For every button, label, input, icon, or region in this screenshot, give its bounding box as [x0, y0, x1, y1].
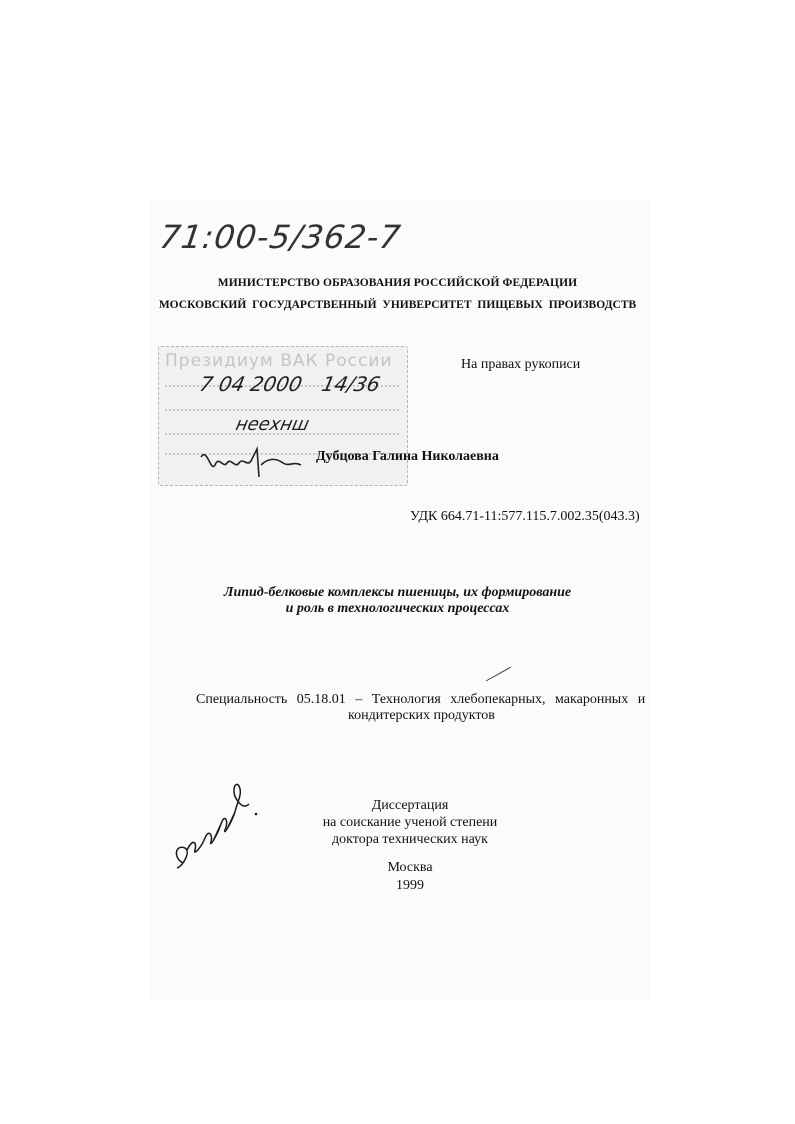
dissertation-line-2: на соискание ученой степени [322, 815, 498, 830]
author-signature-icon [165, 778, 270, 873]
pen-mark-icon [484, 664, 514, 684]
specialty-line-1: Специальность 05.18.01 – Технология хлебопекарных, макаронных и [196, 692, 646, 707]
city: Москва [387, 860, 433, 875]
stamp-header: Президиум ВАК России [165, 351, 393, 371]
dissertation-line-3: доктора технических наук [332, 832, 488, 847]
year: 1999 [396, 878, 424, 893]
stamp-note: неехнш [233, 414, 312, 435]
udk-code: УДК 664.71-11:577.115.7.002.35(043.3) [410, 509, 640, 524]
manuscript-rights: На правах рукописи [461, 357, 581, 372]
title-line-2: и роль в технологических процессах [285, 601, 510, 616]
dissertation-title [0, 585, 795, 617]
title-line-1: Липид-белковые комплексы пшеницы, их формирование [223, 585, 572, 600]
stamp-number: 14/36 [319, 372, 383, 396]
stamp-date-value: 7 04 2000 [197, 372, 305, 396]
stamp-divider [165, 409, 399, 412]
stamp-date [197, 372, 382, 396]
dissertation-line-1: Диссертация [371, 798, 449, 813]
archive-number: 71:00-5/362-7 [157, 218, 404, 256]
dissertation-info [300, 797, 520, 848]
university-heading: МОСКОВСКИЙ ГОСУДАРСТВЕННЫЙ УНИВЕРСИТЕТ ПИЩЕВЫХ ПРОИЗВОДСТВ [158, 299, 637, 311]
author-name: Дубцова Галина Николаевна [316, 449, 499, 464]
specialty-line-2: кондитерских продуктов [348, 708, 495, 723]
stamp-signature-icon [197, 443, 307, 483]
ministry-heading: МИНИСТЕРСТВО ОБРАЗОВАНИЯ РОССИЙСКОЙ ФЕДЕРАЦИИ [217, 277, 578, 289]
place-and-year [300, 859, 520, 895]
